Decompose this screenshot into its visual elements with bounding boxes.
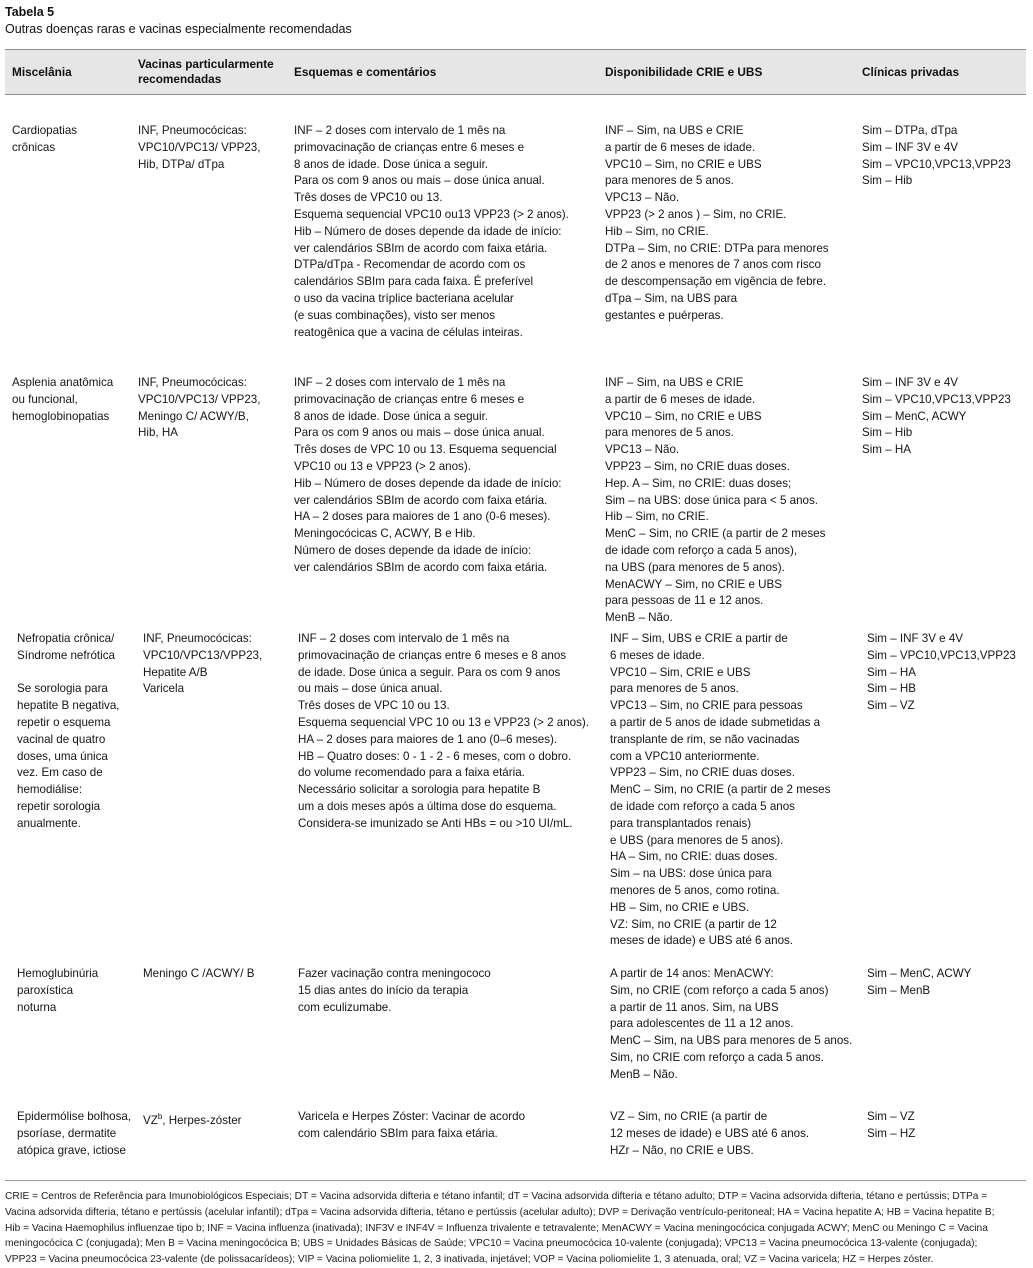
header-miscelania: Miscelânia xyxy=(12,65,72,79)
header-vacinas: Vacinas particularmente recomendadas xyxy=(138,57,274,86)
row-4-clinicas: Sim – MenC, ACWY Sim – MenB xyxy=(867,967,972,997)
row-3-vacinas: INF, Pneumocócicas: VPC10/VPC13/VPP23, Hepatite A/B Varicela xyxy=(143,632,263,696)
header-disponibilidade: Disponibilidade CRIE e UBS xyxy=(605,65,763,79)
row-1-esquemas: INF – 2 doses com intervalo de 1 mês na primovacinação de crianças entre 6 meses e 8 anos de idade. Dose única a seguir. Para os com 9 anos ou mais – dose única anual. Três doses de VPC10 ou 13. Esquema sequencial VPC10 ou13 VPP23 (> 2 anos). Hib – Número de doses depende da idade de início: ver calendários SBIm de acordo com faixa etária. DTPa/dTpa - Recomendar de acordo com os calendários SBIm para cada faixa. É preferível o uso da vacina tríplice bacteriana acelular (e suas combinações), visto ser menos reatogênica que a vacina de células inteiras. xyxy=(294,124,569,339)
row-3-clinicas: Sim – INF 3V e 4V Sim – VPC10,VPC13,VPP23 Sim – HA Sim – HB Sim – VZ xyxy=(867,632,1016,713)
row-4-esquemas: Fazer vacinação contra meningococo 15 dias antes do início da terapia com eculizumabe. xyxy=(298,967,491,1014)
row-2-miscelania: Asplenia anatômica ou funcional, hemoglobinopatias xyxy=(12,376,114,423)
table-subtitle: Outras doenças raras e vacinas especialmente recomendadas xyxy=(5,22,352,36)
header-clinicas: Clínicas privadas xyxy=(862,65,960,79)
header-esquemas: Esquemas e comentários xyxy=(294,65,437,79)
row-4-miscelania: Hemoglubinúria paroxística noturna xyxy=(17,967,99,1014)
row-4-vacinas: Meningo C /ACWY/ B xyxy=(143,967,255,980)
row-1-disponibilidade: INF – Sim, na UBS e CRIE a partir de 6 meses de idade. VPC10 – Sim, no CRIE e UBS para menores de 5 anos. VPC13 – Não. VPP23 (> 2 anos ) – Sim, no CRIE. Hib – Sim, no CRIE. DTPa – Sim, no CRIE: DTPa para menores de 2 anos e menores de 7 anos com risco de descompensação em vigência de febre. dTpa – Sim, na UBS para gestantes e puérperas. xyxy=(605,124,829,322)
row-1-miscelania: Cardiopatias crônicas xyxy=(12,124,78,154)
row-5-vacinas-footnote-mark: b xyxy=(157,1112,163,1121)
table-bottom-rule xyxy=(5,1180,1026,1181)
row-5-clinicas: Sim – VZ Sim – HZ xyxy=(867,1110,916,1140)
row-3-esquemas: INF – 2 doses com intervalo de 1 mês na primovacinação de crianças entre 6 meses e 8 anos de idade. Dose única a seguir. Para os com 9 anos ou mais – dose única anual. Três doses de VPC 10 ou 13. Esquema sequencial VPC 10 ou 13 e VPP23 (> 2 anos). HA – 2 doses para maiores de 1 ano (0–6 meses). HB – Quatro doses: 0 - 1 - 2 - 6 meses, com o dobro. do volume recomendado para a faixa etária. Necessário solicitar a sorologia para hepatite B um a dois meses após a última dose do esquema. Considera-se imunizado se Anti HBs = ou >10 UI/mL. xyxy=(298,632,589,830)
row-5-vacinas xyxy=(143,1109,242,1130)
row-2-disponibilidade: INF – Sim, na UBS e CRIE a partir de 6 meses de idade. VPC10 – Sim, no CRIE e UBS para menores de 5 anos. VPC13 – Não. VPP23 – Sim, no CRIE duas doses. Hep. A – Sim, no CRIE: duas doses; Sim – na UBS: dose única para < 5 anos. Hib – Sim, no CRIE. MenC – Sim, no CRIE (a partir de 2 meses de idade com reforço a cada 5 anos), na UBS (para menores de 5 anos). MenACWY – Sim, no CRIE e UBS para pessoas de 11 e 12 anos. MenB – Não. xyxy=(605,376,826,625)
row-3-miscelania: Nefropatia crônica/ Síndrome nefrótica Se sorologia para hepatite B negativa, repetir o esquema vacinal de quatro doses, uma única vez. Em caso de hemodiálise: repetir sorologia anualmente. xyxy=(17,632,120,830)
table-footnote: CRIE = Centros de Referência para Imunobiológicos Especiais; DT = Vacina adsorvida difteria e tétano infantil; dT = Vacina adsorvida difteria e tétano adulto; DTP = Vacina adsorvida difteria, tétano e pertússis; DTPa = Vacina adsorvida difteria, tétano e pertússis (acelular infantil); dTpa = Vacina adsorvida difteria, tétano e pertússis (acelular adulto); DVP = Derivação ventrículo-peritoneal; HA = Vacina hepatite A; HB = Vacina hepatite B; Hib = Vacina Haemophilus influenzae tipo b; INF = Vacina influenza (inativada); INF3V e INF4V = Influenza trivalente e tetravalente; MenACWY = Vacina meningocócica conjugada ACWY; MenC ou Meningo C = Vacina meningocócica C (conjugada); Men B = Vacina meningocócica B; UBS = Unidades Básicas de Saúde; VPC10 = Vacina pneumocócica 10-valente (conjugada); VPC13 = Vacina pneumocócica 13-valente (conjugada); VPP23 = Vacina pneumocócica 23-valente (de polissacarídeos); VIP = Vacina poliomielite 1, 2, 3 inativada, injetável; VOP = Vacina poliomielite 1, 3 atenuada, oral; VZ = Vacina varicela; HZ = Herpes zóster. xyxy=(5,1191,995,1266)
row-2-vacinas: INF, Pneumocócicas: VPC10/VPC13/ VPP23, Meningo C/ ACWY/B, Hib, HA xyxy=(138,376,261,440)
row-5-esquemas: Varicela e Herpes Zóster: Vacinar de acordo com calendário SBIm para faixa etária. xyxy=(298,1110,526,1140)
row-2-esquemas: INF – 2 doses com intervalo de 1 mês na primovacinação de crianças entre 6 meses e 8 anos de idade. Dose única a seguir. Para os com 9 anos ou mais – dose única anual. Três doses de VPC 10 ou 13. Esquema sequencial VPC10 ou 13 e VPP23 (> 2 anos). Hib – Número de doses depende da idade de início: ver calendários SBIm de acordo com faixa etária. HA – 2 doses para maiores de 1 ano (0-6 meses). Meningocócicas C, ACWY, B e Hib. Número de doses depende da idade de início: ver calendários SBIm de acordo com faixa etária. xyxy=(294,376,562,574)
row-4-disponibilidade: A partir de 14 anos: MenACWY: Sim, no CRIE (com reforço a cada 5 anos) a partir de 11 anos. Sim, na UBS para adolescentes de 11 a 12 anos. MenC – Sim, na UBS para menores de 5 anos. Sim, no CRIE com reforço a cada 5 anos. MenB – Não. xyxy=(610,967,853,1081)
row-2-clinicas: Sim – INF 3V e 4V Sim – VPC10,VPC13,VPP23 Sim – MenC, ACWY Sim – Hib Sim – HA xyxy=(862,376,1011,457)
row-5-vacinas-rest: , Herpes-zóster xyxy=(162,1114,242,1127)
table-caption xyxy=(5,4,1025,38)
table-title: Tabela 5 xyxy=(5,5,55,19)
row-5-vacinas-main: VZ xyxy=(143,1114,158,1127)
row-3-disponibilidade: INF – Sim, UBS e CRIE a partir de 6 meses de idade. VPC10 – Sim, CRIE e UBS para menores de 5 anos. VPC13 – Sim, no CRIE para pessoas a partir de 5 anos de idade submetidas a transplante de rim, se não vacinadas com a VPC10 anteriormente. VPP23 – Sim, no CRIE duas doses. MenC – Sim, no CRIE (a partir de 2 meses de idade com reforço a cada 5 anos para transplantados renais) e UBS (para menores de 5 anos). HA – Sim, no CRIE: duas doses. Sim – na UBS: dose única para menores de 5 anos, como rotina. HB – Sim, no CRIE e UBS. VZ: Sim, no CRIE (a partir de 12 meses de idade) e UBS até 6 anos. xyxy=(610,632,831,948)
row-5-disponibilidade: VZ – Sim, no CRIE (a partir de 12 meses de idade) e UBS até 6 anos. HZr – Não, no CRIE e UBS. xyxy=(610,1110,810,1157)
row-5-miscelania: Epidermólise bolhosa, psoríase, dermatite atópica grave, ictiose xyxy=(17,1110,132,1157)
row-1-clinicas: Sim – DTPa, dTpa Sim – INF 3V e 4V Sim – VPC10,VPC13,VPP23 Sim – Hib xyxy=(862,124,1011,188)
row-1-vacinas: INF, Pneumocócicas: VPC10/VPC13/ VPP23, Hib, DTPa/ dTpa xyxy=(138,124,261,171)
